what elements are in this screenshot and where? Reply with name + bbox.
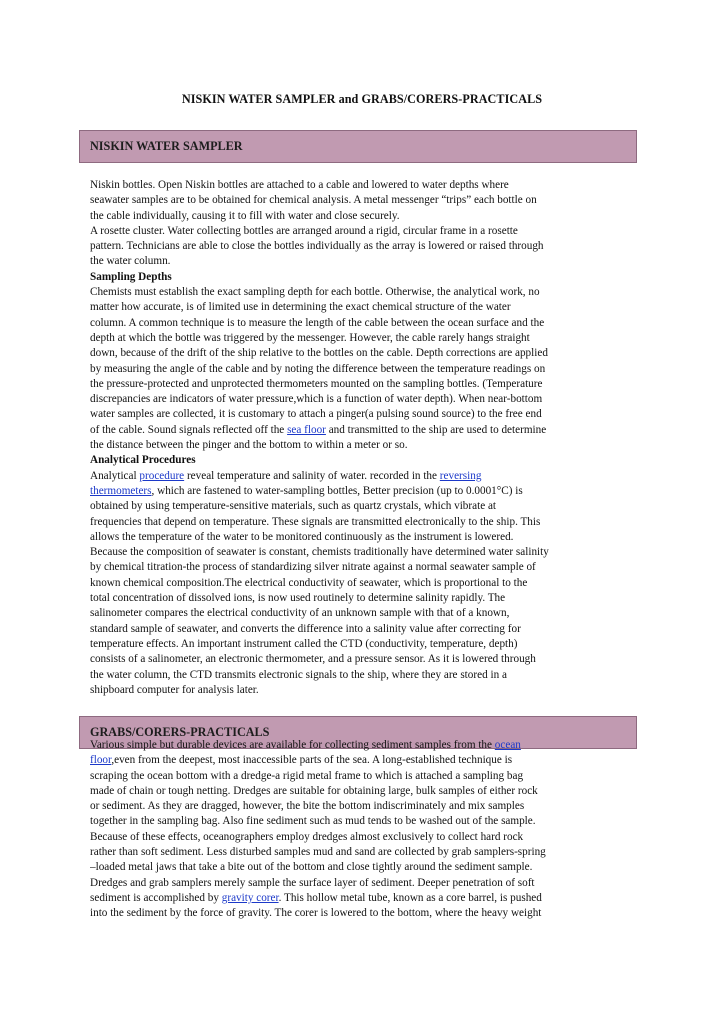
- paragraph-line: [90, 484, 638, 499]
- line-text: Chemists must establish the exact sampling depth for each bottle. Otherwise, the analytical work, no: [90, 286, 540, 299]
- paragraph-line: [90, 392, 638, 407]
- line-text: column. A common technique is to measure the length of the cable between the ocean surface and the: [90, 316, 545, 329]
- paragraph-line: [90, 814, 638, 829]
- hyperlink[interactable]: gravity corer: [221, 891, 279, 904]
- line-text: temperature effects. An important instrument called the CTD (conductivity, temperature, depth): [90, 637, 518, 650]
- line-text: the distance between the pinger and the bottom to within a meter or so.: [90, 439, 408, 452]
- paragraph-line: [90, 591, 638, 606]
- paragraph-line: [90, 300, 638, 315]
- line-text: water samples are collected, it is customary to attach a pinger(a pulsing sound source) to the free end: [90, 408, 542, 421]
- subheading: [90, 453, 638, 468]
- hyperlink[interactable]: floor: [90, 754, 112, 767]
- paragraph-line: [90, 606, 638, 621]
- line-text: reveal temperature and salinity of water. recorded in the: [184, 469, 440, 482]
- line-text: pattern. Technicians are able to close the bottles individually as the array is lowered or raised through: [90, 240, 544, 253]
- section-heading-niskin: NISKIN WATER SAMPLER: [90, 139, 243, 153]
- paragraph-line: [90, 876, 638, 891]
- paragraph-line: [90, 285, 638, 300]
- section-heading-grabs: GRABS/CORERS-PRACTICALS: [90, 725, 270, 739]
- line-text: obtained by using temperature-sensitive materials, such as quartz crystals, which vibrate at: [90, 500, 497, 513]
- line-text: the pressure-protected and unprotected thermometers mounted on the sampling bottles. (Temperature: [90, 377, 543, 390]
- subheading: [90, 270, 638, 285]
- line-text: matter how accurate, is of limited use in determining the exact chemical structure of the water: [90, 301, 511, 314]
- paragraph-line: [90, 209, 638, 224]
- paragraph-line: [90, 576, 638, 591]
- line-text: ,even from the deepest, most inaccessible parts of the sea. A long-established technique is: [111, 754, 513, 767]
- paragraph-line: [90, 423, 638, 438]
- line-text: the water column.: [90, 255, 171, 268]
- line-text: known chemical composition.The electrical conductivity of seawater, which is proportional to the: [90, 576, 528, 589]
- section-header-niskin: [79, 130, 637, 163]
- line-text: Niskin bottles. Open Niskin bottles are attached to a cable and lowered to water depths where: [90, 179, 509, 191]
- line-text: into the sediment by the force of gravity. The corer is lowered to the bottom, where the heavy weight: [90, 907, 542, 920]
- paragraph-line: [90, 331, 638, 346]
- line-text: Various simple but durable devices are available for collecting sediment samples from the: [90, 739, 495, 751]
- grabs-section-body: [90, 738, 638, 922]
- paragraph-line: [90, 845, 638, 860]
- hyperlink[interactable]: reversing: [439, 469, 482, 482]
- line-text: frequencies that depend on temperature. These signals are transmitted electronically to the ship. This: [90, 515, 541, 528]
- paragraph-line: [90, 469, 638, 484]
- line-text: A rosette cluster. Water collecting bottles are arranged around a rigid, circular frame in a rosette: [90, 224, 518, 237]
- line-text: scraping the ocean bottom with a dredge-a rigid metal frame to which is attached a sampling bag: [90, 769, 524, 782]
- paragraph-line: [90, 738, 638, 753]
- paragraph-line: [90, 239, 638, 254]
- paragraph-line: [90, 254, 638, 269]
- paragraph-line: [90, 530, 638, 545]
- line-text: sediment is accomplished by: [90, 891, 222, 904]
- line-text: together in the sampling bag. Also fine sediment such as mud tends to be washed out of the sample.: [90, 815, 536, 828]
- line-text: Analytical: [90, 469, 140, 482]
- line-text: –loaded metal jaws that take a bite out of the bottom and close tightly around the sediment sample.: [90, 861, 533, 874]
- line-text: consists of a salinometer, an electronic thermometer, and a pressure sensor. As it is lowered through: [90, 653, 536, 666]
- hyperlink[interactable]: thermometers: [90, 484, 152, 497]
- hyperlink[interactable]: ocean: [494, 739, 521, 751]
- line-text: by chemical titration-the process of standardizing silver nitrate against a normal seawater sample of: [90, 561, 536, 574]
- line-text: rather than soft sediment. Less disturbed samples mud and sand are collected by grab samplers-spring: [90, 846, 546, 859]
- paragraph-line: [90, 637, 638, 652]
- paragraph-line: [90, 407, 638, 422]
- niskin-section-body: [90, 178, 638, 698]
- line-text: or sediment. As they are dragged, however, the bite the bottom indiscriminately and mix samples: [90, 800, 525, 813]
- paragraph-line: [90, 830, 638, 845]
- paragraph-line: [90, 622, 638, 637]
- paragraph-line: [90, 178, 638, 193]
- line-text: seawater samples are to be obtained for chemical analysis. A metal messenger “trips” each bottle on: [90, 194, 537, 207]
- paragraph-line: [90, 891, 638, 906]
- line-text: discrepancies are indicators of water pressure,which is a function of water depth). When near-bottom: [90, 393, 543, 406]
- paragraph-line: [90, 377, 638, 392]
- line-text: Analytical Procedures: [90, 454, 196, 467]
- paragraph-line: [90, 515, 638, 530]
- hyperlink[interactable]: procedure: [139, 469, 185, 482]
- paragraph-line: [90, 346, 638, 361]
- paragraph-line: [90, 753, 638, 768]
- paragraph-line: [90, 316, 638, 331]
- paragraph-line: [90, 860, 638, 875]
- line-text: salinometer compares the electrical conductivity of an unknown sample with that of a known,: [90, 607, 510, 620]
- paragraph-line: [90, 769, 638, 784]
- paragraph-line: [90, 193, 638, 208]
- paragraph-line: [90, 362, 638, 377]
- line-text: standard sample of seawater, and converts the difference into a salinity value after correcting for: [90, 622, 521, 635]
- line-text: depth at which the bottle was triggered by the messenger. However, the cable rarely hangs straight: [90, 331, 530, 344]
- line-text: down, because of the drift of the ship relative to the bottles on the cable. Depth corrections are applied: [90, 347, 548, 360]
- paragraph-line: [90, 560, 638, 575]
- paragraph-line: [90, 438, 638, 453]
- paragraph-line: [90, 499, 638, 514]
- paragraph-line: [90, 683, 638, 698]
- paragraph-line: [90, 545, 638, 560]
- line-text: Because the composition of seawater is constant, chemists traditionally have determined water salinity: [90, 546, 549, 559]
- line-text: shipboard computer for analysis later.: [90, 683, 259, 696]
- document-title: NISKIN WATER SAMPLER and GRABS/CORERS-PRACTICALS: [181, 92, 543, 106]
- line-text: made of chain or tough netting. Dredges are suitable for obtaining large, bulk samples of either rock: [90, 784, 538, 797]
- line-text: , which are fastened to water-sampling bottles, Better precision (up to 0.0001°C) is: [151, 484, 523, 497]
- hyperlink[interactable]: sea floor: [287, 423, 326, 436]
- paragraph-line: [90, 784, 638, 799]
- line-text: by measuring the angle of the cable and by noting the difference between the temperature readings on: [90, 362, 546, 375]
- paragraph-line: [90, 799, 638, 814]
- paragraph-line: [90, 668, 638, 683]
- line-text: Sampling Depths: [90, 270, 172, 283]
- paragraph-line: [90, 652, 638, 667]
- line-text: of the cable. Sound signals reflected off the: [90, 423, 288, 436]
- line-text: Dredges and grab samplers merely sample the surface layer of sediment. Deeper penetration of soft: [90, 876, 535, 889]
- line-text: total concentration of dissolved ions, is now used routinely to determine salinity rapidly. The: [90, 592, 506, 605]
- line-text: allows the temperature of the water to be monitored continuously as the instrument is lowered.: [90, 530, 514, 543]
- paragraph-line: [90, 224, 638, 239]
- line-text: . This hollow metal tube, known as a core barrel, is pushed: [278, 891, 542, 904]
- line-text: the water column, the CTD transmits electronic signals to the ship, where they are stored in a: [90, 668, 507, 681]
- line-text: Because of these effects, oceanographers employ dredges almost exclusively to collect hard rock: [90, 830, 524, 843]
- paragraph-line: [90, 906, 638, 921]
- line-text: the cable individually, causing it to fill with water and close securely.: [90, 209, 400, 222]
- line-text: and transmitted to the ship are used to determine: [325, 423, 547, 436]
